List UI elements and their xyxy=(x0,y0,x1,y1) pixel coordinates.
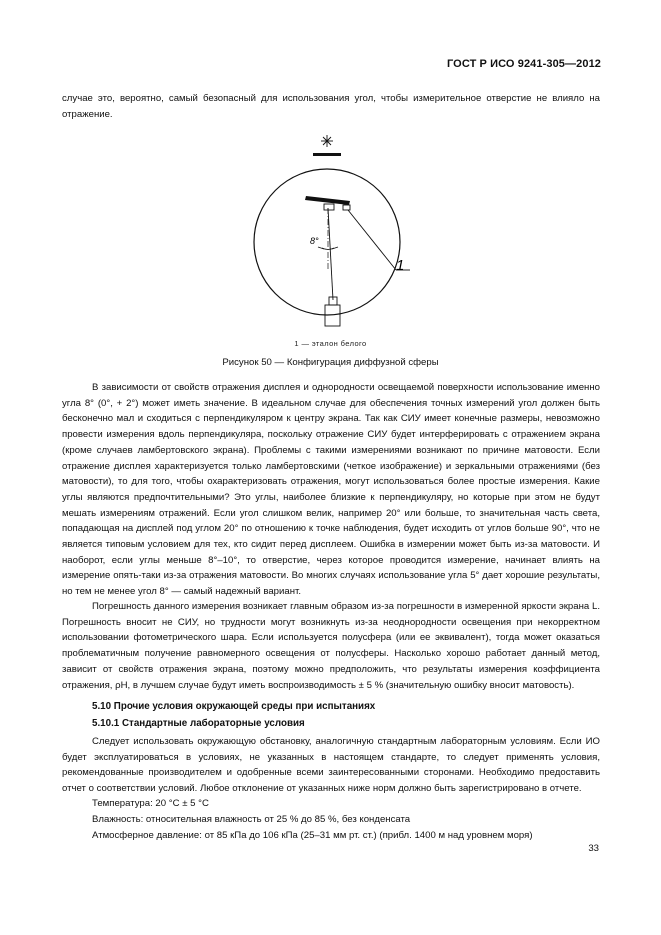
detector-icon xyxy=(325,297,340,326)
figure-legend: 1 — эталон белого xyxy=(294,339,367,348)
document-header-id: ГОСТ Р ИСО 9241-305—2012 xyxy=(446,58,601,70)
humidity-line: Влажность: относительная влажность от 25 % до 85 %, без конденсата xyxy=(92,814,411,825)
diffuse-sphere-diagram xyxy=(250,130,420,330)
body-paragraph-3: Следует использовать окружающую обстановку, аналогичную стандартным лабораторным условиям. Если ИО будет эксплуатироваться в условиях, не указанных в настоящем стандарте, то следует применять условия, рекомендованные производителем и одобренные всеми заинтересованными сторонами. Необходимо предоставить отчет о соответствии условий. Любое отклонение от указанных ниже норм должно быть зарегистрировано в отчете. xyxy=(62,736,600,795)
baffle xyxy=(313,153,341,156)
page-number: 33 xyxy=(588,843,599,854)
pressure-line: Атмосферное давление: от 85 кПа до 106 кПа (25–31 мм рт. ст.) (прибл. 1400 м над уровнем моря) xyxy=(92,830,533,841)
angle-label: 8° xyxy=(310,236,319,246)
body-paragraph-1: В зависимости от свойств отражения дисплея и однородности освещаемой поверхности использование именно угла 8° (0°, + 2°) может иметь значение. В идеальном случае для обеспечения точных измерений угол должен быть бесконечно мал и сходиться с перпендикуляром к центру экрана. Так как СИУ имеет конечные размеры, невозможно провести измерения вдоль перпендикуляра, поскольку отражение СИУ будет интерферировать с отражением экрана (кроме случаев ламбертовского экрана). Проблемы с такими измерениями возникают по причине матовости. Если отражение дисплея характеризуется только ламбертовскими (четкое изображение) и зеркальными отражениями (без матовости), то для того, чтобы охарактеризовать отражения, могут использоваться более простые измерения. Какие углы являются предпочтительными? Это углы, наиболее близкие к перпендикуляру, но которые при этом не будут мешать измерениям отражений. Если угол слишком велик, например 20° или больше, то значительная часть света, попадающая на дисплей под углом 20° по отношению к точке наблюдения, будет исходить от углов больше 90°, что не является типовым условием для тех, кто сидит перед дисплеем. Ошибка в измерении может быть из-за матовости. И наоборот, если углы меньше 8°–10°, то отверстие, через которое проводится измерение, начинает влиять на измерение опять-таки из-за отражения матовости. Во многих случаях использование угла 5° дает хорошие результаты, но тем не менее угол 8° — самый надежный вариант. xyxy=(62,382,600,598)
callout-leader xyxy=(348,210,396,270)
sphere-outline xyxy=(254,169,400,315)
figure-caption: Рисунок 50 — Конфигурация диффузной сферы xyxy=(222,357,439,368)
temperature-line: Температура: 20 °C ± 5 °C xyxy=(92,798,209,809)
callout-number: 1 xyxy=(396,257,405,274)
body-paragraph-2: Погрешность данного измерения возникает главным образом из-за погрешности в измеренной яркости экрана L. Погрешность вносит не СИУ, но трудности могут возникнуть из-за неоднородности освещения при некорректном использовании фотометрического шара. Если используется полусфера (или ее эквивалент), тогда может оказаться проблематичным получение равномерного освещения от полусферы. Насколько хорошо работает данный метод, зависит от свойств отражения экрана, поэтому можно предположить, что результаты измерения коэффициента отражения, ρH, в лучшем случае будут иметь воспроизводимость ± 5 % (значительную ошибку вносит матовость). xyxy=(62,601,600,691)
section-heading-5-10: 5.10 Прочие условия окружающей среды при испытаниях xyxy=(92,701,376,712)
section-heading-5-10-1: 5.10.1 Стандартные лабораторные условия xyxy=(92,718,305,729)
intro-paragraph: случае это, вероятно, самый безопасный для использования угол, чтобы измерительное отверстие не влияло на отражение. xyxy=(62,93,600,120)
light-source-icon xyxy=(321,135,333,147)
measurement-axis xyxy=(328,208,333,300)
diffuse-sphere-figure xyxy=(250,130,420,330)
white-standard xyxy=(305,196,350,210)
